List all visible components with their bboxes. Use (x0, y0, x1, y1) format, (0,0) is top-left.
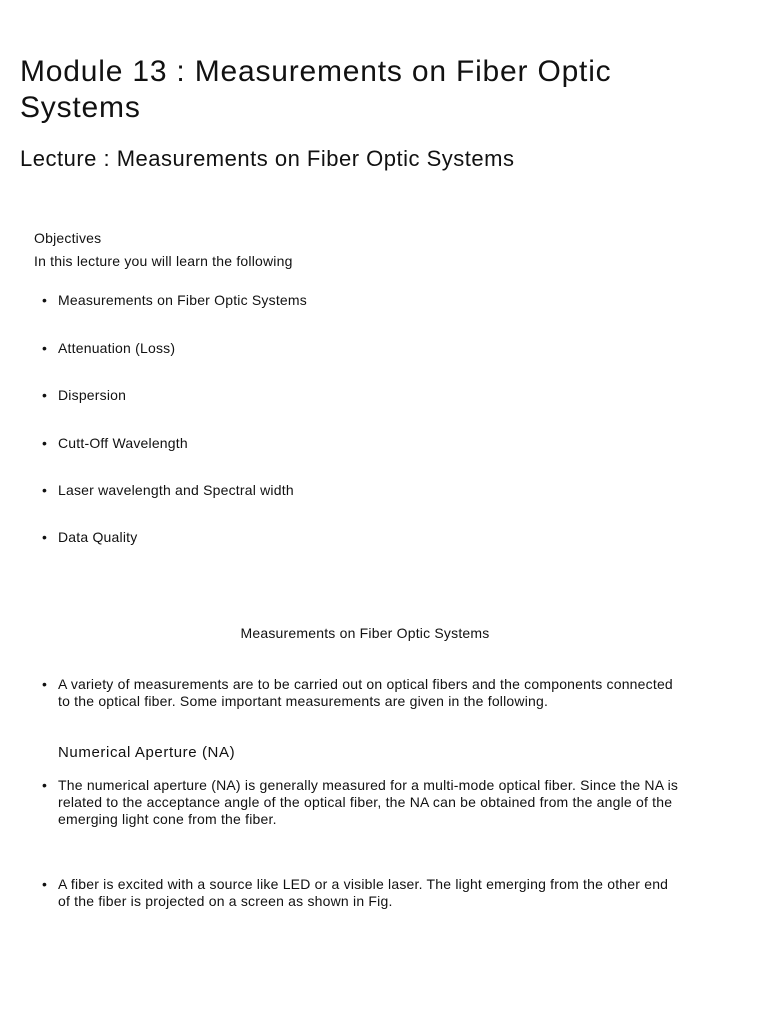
bullet-icon: • (42, 387, 48, 403)
bullet-icon: • (42, 340, 48, 356)
objective-item (42, 292, 682, 309)
objective-text: Data Quality (58, 529, 138, 545)
objectives-label: Objectives (34, 230, 102, 246)
na-text: The numerical aperture (NA) is generally measured for a multi-mode optical fiber. Since the NA is related to the acceptance angle of the optical fiber, the NA can be obtained from the angle of the emerging light cone from the fiber. (58, 777, 679, 827)
module-title: Module 13 : Measurements on Fiber Optic Systems (20, 55, 612, 124)
objective-text: Cutt-Off Wavelength (58, 435, 188, 451)
objective-text: Attenuation (Loss) (58, 340, 176, 356)
na-item (42, 876, 682, 910)
numerical-aperture-heading: Numerical Aperture (NA) (58, 744, 236, 761)
bullet-icon: • (42, 435, 48, 451)
objective-item (42, 387, 682, 404)
objective-item (42, 340, 682, 357)
bullet-icon: • (42, 777, 48, 793)
objective-text: Laser wavelength and Spectral width (58, 482, 294, 498)
na-text: A fiber is excited with a source like LED or a visible laser. The light emerging from the other end of the fiber is projected on a screen as shown in Fig. (58, 876, 669, 909)
bullet-icon: • (42, 482, 48, 498)
lecture-title: Lecture : Measurements on Fiber Optic Systems (20, 146, 515, 171)
na-item (42, 777, 682, 828)
bullet-icon: • (42, 292, 48, 308)
objectives-intro: In this lecture you will learn the following (34, 253, 293, 269)
bullet-icon: • (42, 876, 48, 892)
section-intro-text: A variety of measurements are to be carried out on optical fibers and the components connected to the optical fiber. Some important measurements are given in the following. (58, 676, 673, 709)
objective-text: Measurements on Fiber Optic Systems (58, 292, 307, 308)
objective-item (42, 529, 682, 546)
objective-item (42, 435, 682, 452)
section-intro-item (42, 676, 682, 710)
objective-text: Dispersion (58, 387, 127, 403)
bullet-icon: • (42, 529, 48, 545)
objective-item (42, 482, 682, 499)
section-heading: Measurements on Fiber Optic Systems (240, 625, 490, 641)
bullet-icon: • (42, 676, 48, 692)
